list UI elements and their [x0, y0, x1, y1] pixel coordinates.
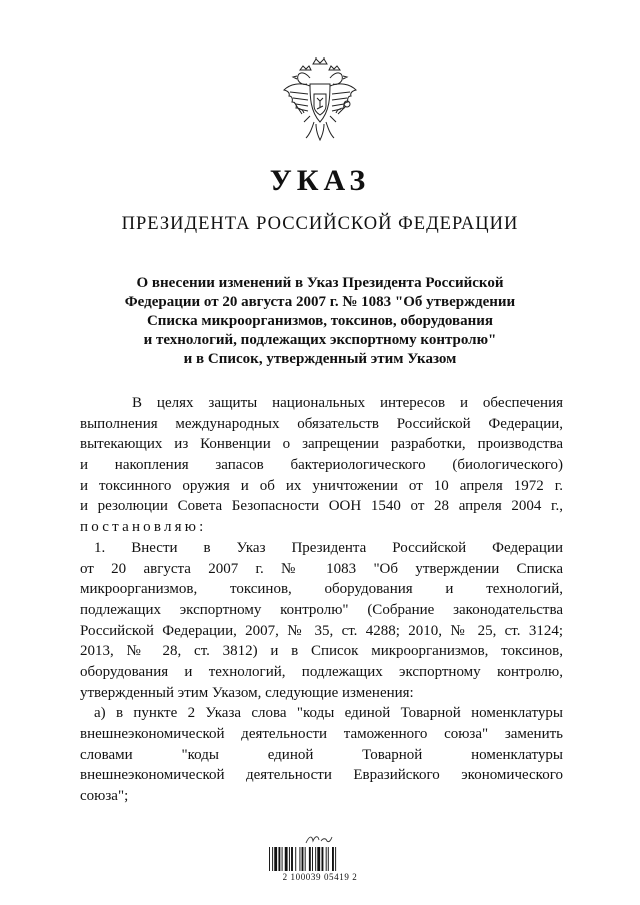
body-line: подлежащих экспортному контролю" (Собрание законодательства	[80, 601, 563, 618]
body-line: словами "коды единой Товарной номенклатуры	[80, 746, 563, 763]
body-line: внешнеэкономической деятельности Евразийского экономического	[80, 767, 563, 784]
body-line: вытекающих из Конвенции о запрещении разработки, производства	[80, 436, 563, 453]
body-line: а) в пункте 2 Указа слова "коды единой Товарной номенклатуры	[94, 705, 563, 722]
body-line: В целях защиты национальных интересов и обеспечения	[132, 395, 563, 411]
body-line: микроорганизмов, токсинов, оборудования и технологий,	[80, 581, 563, 598]
body-line: и накопления запасов бактериологического (биологического)	[80, 457, 563, 474]
heading-line: и технологий, подлежащих экспортному контролю"	[143, 332, 497, 348]
russian-coat-of-arms-icon	[280, 56, 360, 142]
body-line: и резолюции Совета Безопасности ООН 1540 от 28 апреля 2004 г.,	[80, 498, 563, 515]
body-line: союза";	[80, 788, 129, 805]
barcode	[268, 847, 372, 871]
handwritten-initials	[304, 832, 334, 846]
body-line: и токсинного оружия и об их уничтожении от 10 апреля 1972 г.	[80, 477, 563, 494]
body-line: 2013, № 28, ст. 3812) и в Список микроорганизмов, токсинов,	[80, 643, 563, 660]
barcode-number: 2 100039 05419 2	[282, 872, 358, 882]
body-line: утвержденный этим Указом, следующие изменения:	[80, 684, 414, 701]
heading-line: Списка микроорганизмов, токсинов, оборудования	[146, 313, 494, 329]
body-line: от 20 августа 2007 г. № 1083 "Об утверждении Списка	[80, 560, 563, 577]
body-line: оборудования и технологий, подлежащих экспортному контролю,	[80, 663, 563, 680]
decree-body	[80, 393, 563, 807]
body-line: 1. Внести в Указ Президента Российской Федерации	[94, 539, 563, 556]
document-title: УКАЗ	[269, 164, 371, 197]
decree-heading	[90, 274, 550, 369]
emblem	[280, 56, 360, 142]
body-line: внешнеэкономической деятельности таможенного союза" заменить	[80, 726, 563, 742]
document-subtitle: ПРЕЗИДЕНТА РОССИЙСКОЙ ФЕДЕРАЦИИ	[121, 214, 519, 234]
body-line: постановляю:	[80, 519, 207, 536]
heading-line: и в Список, утвержденный этим Указом	[183, 351, 457, 367]
body-line: выполнения международных обязательств Российской Федерации,	[80, 415, 563, 432]
heading-line: О внесении изменений в Указ Президента Российской	[136, 275, 504, 291]
body-line: Российской Федерации, 2007, № 35, ст. 4288; 2010, № 25, ст. 3124;	[80, 622, 563, 639]
heading-line: Федерации от 20 августа 2007 г. № 1083 "Об утверждении	[124, 294, 516, 310]
